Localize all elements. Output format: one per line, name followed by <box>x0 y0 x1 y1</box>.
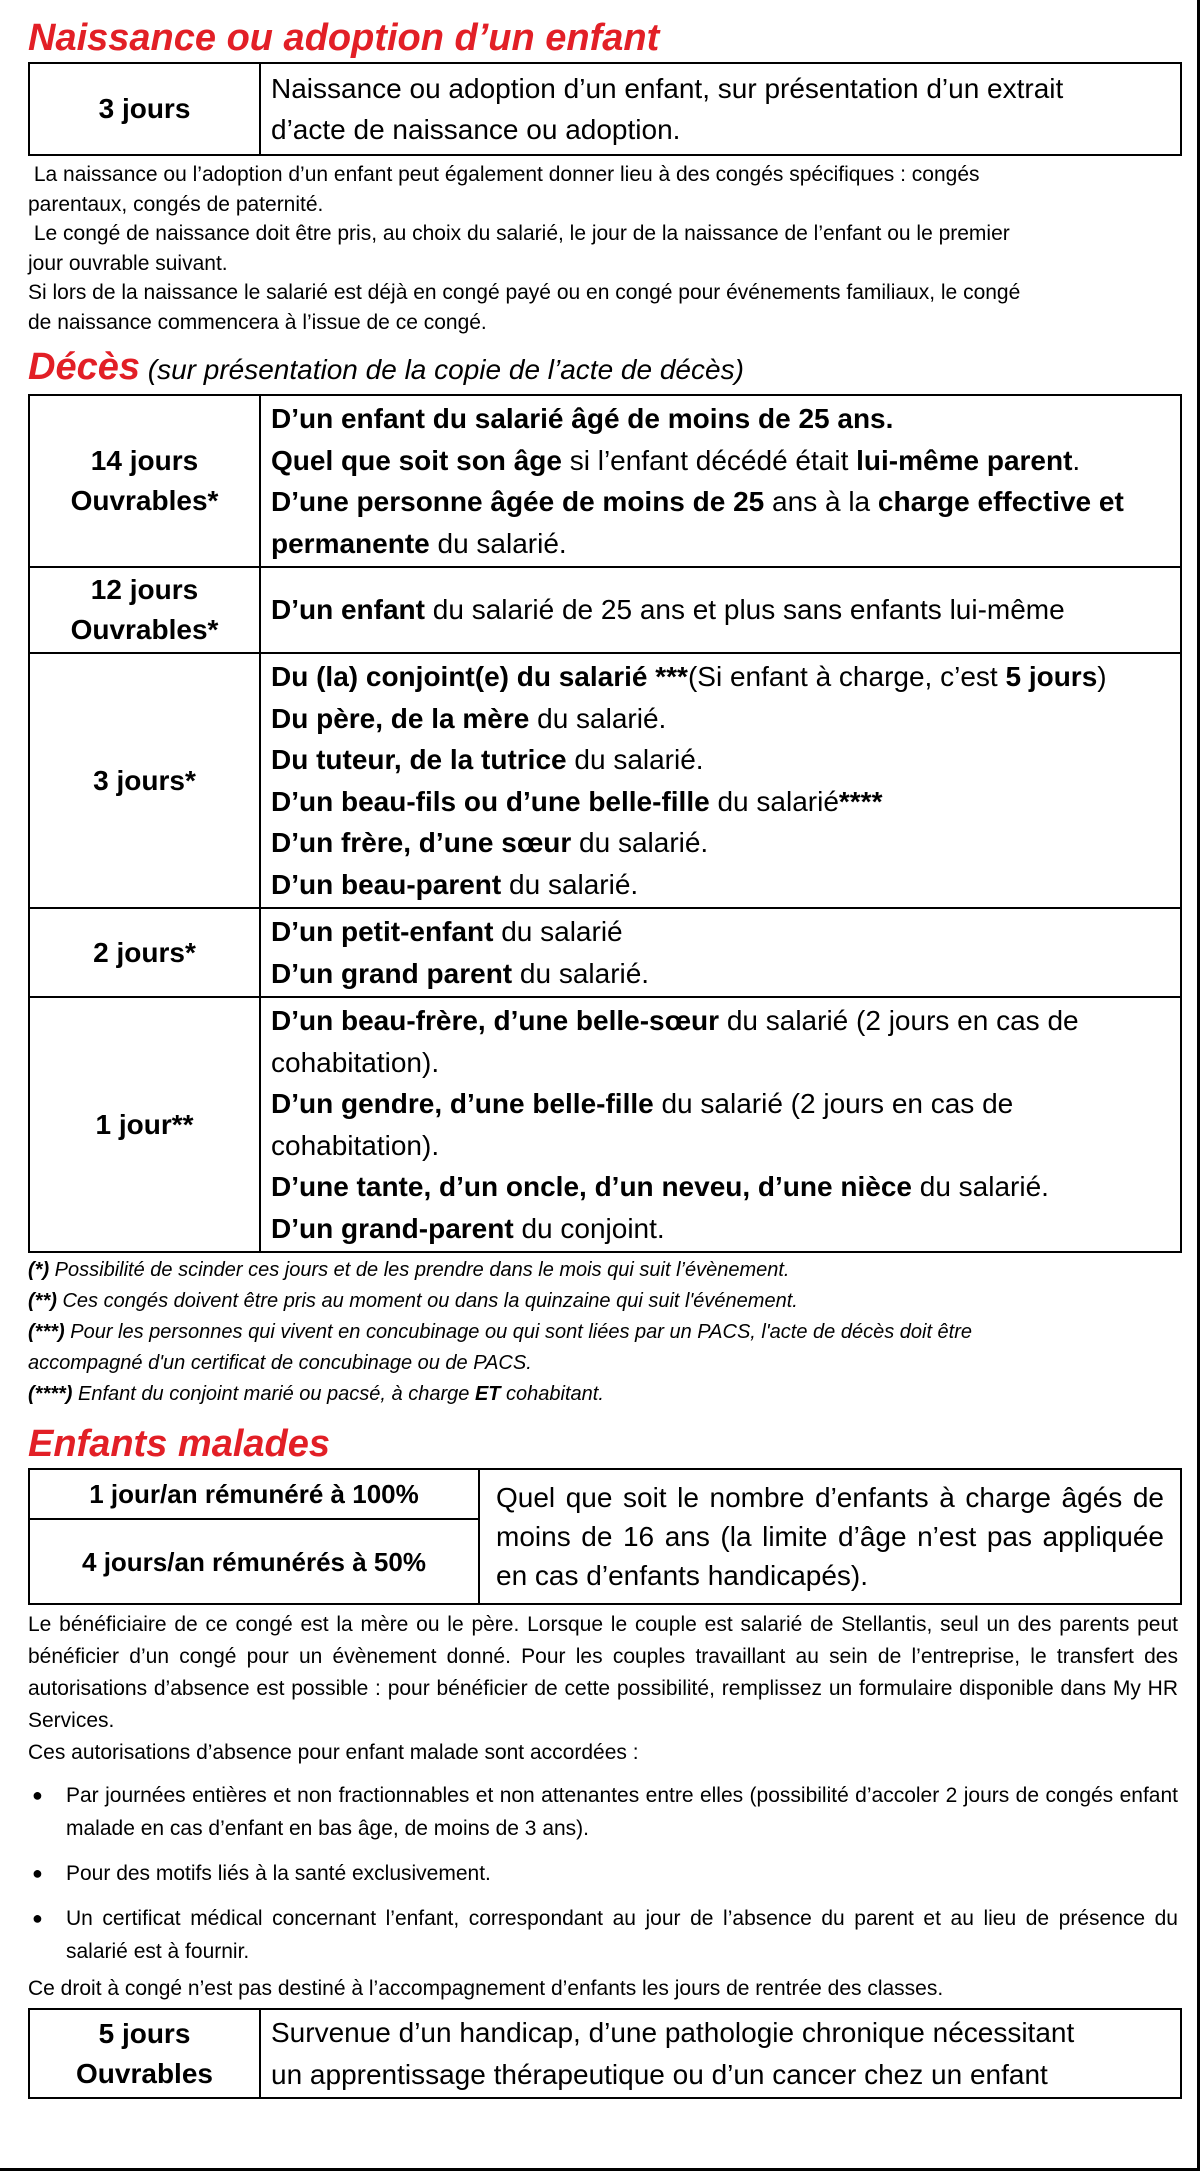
duration-cell: 1 jour** <box>29 997 260 1252</box>
plain-text: du salarié <box>493 916 623 947</box>
footnote <box>28 1379 1178 1410</box>
duration-line: 14 jours <box>90 445 199 476</box>
bold-text: Du père, de la mère <box>271 702 530 734</box>
text-line <box>271 822 1170 864</box>
bold-text: D’un grand parent <box>271 957 513 989</box>
malades-text <box>28 1609 1178 2004</box>
footnote-text: Possibilité de scinder ces jours et de les prendre dans le mois qui suit l’évènement. <box>49 1259 790 1281</box>
plain-text: du salarié (2 jours en cas de <box>719 1005 1079 1036</box>
plain-text: ) <box>1097 661 1107 692</box>
text-line <box>271 589 1170 631</box>
bold-text: D’une personne âgée de moins de 25 <box>271 486 765 517</box>
section-title-naissance: Naissance ou adoption d’un enfant <box>28 17 660 59</box>
paragraph-line: de naissance commencera à l’issue de ce congé. <box>28 310 487 334</box>
text-line <box>271 781 1170 823</box>
paragraph-line: Si lors de la naissance le salarié est déjà en congé payé ou en congé pour événements familiaux, le congé <box>28 281 1021 304</box>
bold-text: Du tuteur, de la tutrice <box>271 744 567 775</box>
bold-text: 5 jours <box>1005 661 1098 692</box>
bold-text: D’un gendre, d’une belle-fille <box>271 1088 654 1119</box>
bold-text: charge effective et <box>877 486 1124 517</box>
footnote <box>28 1317 1178 1348</box>
duration-cell <box>29 567 260 653</box>
list-item: ● Pour des motifs liés à la santé exclusivement. <box>28 1857 1178 1890</box>
footnote-emphasis: ET <box>474 1383 501 1405</box>
plain-text: du salarié <box>709 785 839 817</box>
duration-line: 5 jours <box>98 2017 191 2049</box>
paragraph-line: parentaux, congés de paternité. <box>28 192 324 216</box>
bold-text: D’un beau-frère, d’une belle-sœur <box>271 1005 720 1036</box>
bold-text: D’un grand-parent <box>271 1212 514 1244</box>
table-row <box>29 395 1181 567</box>
footnote <box>28 1255 1178 1286</box>
plain-text: du salarié de 25 ans et plus sans enfants lui-même <box>425 594 1065 626</box>
description-cell <box>260 2009 1181 2098</box>
duration-line: Ouvrables <box>76 2057 213 2089</box>
plain-text: du salarié. <box>911 1171 1049 1202</box>
deces-subtitle: (sur présentation de la copie de l’acte de décès) <box>139 354 744 385</box>
plain-text: du conjoint. <box>513 1212 665 1244</box>
plain-text: du salarié. <box>512 957 650 989</box>
duration-line: Ouvrables* <box>70 614 219 645</box>
bold-text: D’un petit-enfant <box>271 916 494 947</box>
plain-text: du salarié. <box>566 744 704 775</box>
duration-cell: 4 jours/an rémunérés à 50% <box>29 1519 479 1604</box>
footnote-continuation: accompagné d'un certificat de concubinage ou de PACS. <box>28 1352 532 1374</box>
paragraph: Ce droit à congé n’est pas destiné à l’accompagnement d’enfants les jours de rentrée des classes. <box>28 1977 944 2000</box>
text-line: un apprentissage thérapeutique ou d’un cancer chez un enfant <box>271 2058 1048 2090</box>
bold-text: lui-même parent <box>856 444 1073 476</box>
deces-table <box>28 394 1182 1253</box>
text-line <box>271 523 1170 565</box>
text-line <box>271 398 1170 440</box>
handicap-table <box>28 2008 1182 2099</box>
table-row <box>29 63 1181 155</box>
paragraph-line: La naissance ou l’adoption d’un enfant peut également donner lieu à des congés spécifiques : congés <box>28 163 980 186</box>
description-cell: Quel que soit le nombre d’enfants à charge âgés de moins de 16 ans (la limite d’âge n’est pas appliquée en cas d’enfants handicapés). <box>479 1469 1181 1604</box>
duration-line: 12 jours <box>90 574 199 605</box>
description-cell <box>260 63 1181 155</box>
paragraph: Le bénéficiaire de ce congé est la mère ou le père. Lorsque le couple est salarié de Stellantis, seul un des parents peut bénéficier d’un congé pour un évènement donné. Pour les couples travaillant au sein de l’entreprise, le transfert des autorisations d’absence est possible : pour bénéficier de cette possibilité, remplissez un formulaire disponible dans My HR Services. <box>28 1613 1178 1732</box>
text-line <box>271 698 1170 740</box>
text-line <box>271 481 1170 523</box>
table-row <box>29 2009 1181 2098</box>
table-row <box>29 653 1181 908</box>
plain-text: si l’enfant décédé était <box>561 444 857 476</box>
bold-text: D’un beau-parent <box>271 868 502 900</box>
plain-text: du salarié. <box>501 868 639 900</box>
section-title-malades: Enfants malades <box>28 1423 330 1465</box>
table-row <box>29 1469 1181 1519</box>
bold-text: D’un enfant <box>271 594 425 626</box>
duration-line: Ouvrables* <box>70 485 219 516</box>
text-line <box>271 911 1170 953</box>
plain-text: . <box>1072 444 1081 476</box>
plain-text: (Si enfant à charge, c’est <box>687 661 1006 692</box>
text-line <box>271 739 1170 781</box>
bullet-list <box>28 1779 1178 1968</box>
text-line: cohabitation). <box>271 1046 440 1078</box>
footnote-text: Pour les personnes qui vivent en concubinage ou qui sont liées par un PACS, l'acte de décès doit être <box>64 1321 973 1343</box>
bold-text: Quel que soit son âge <box>271 444 562 476</box>
footnote-marker: (****) <box>28 1383 73 1405</box>
plain-text: du salarié (2 jours en cas de <box>653 1088 1014 1119</box>
list-item: ● Un certificat médical concernant l’enfant, correspondant au jour de l’absence du parent et au lieu de présence du salarié est à fournir. <box>28 1902 1178 1968</box>
duration-cell: 3 jours <box>29 63 260 155</box>
bold-text: D’un frère, d’une sœur <box>271 827 572 858</box>
plain-text: du salarié. <box>429 527 567 559</box>
duration-cell <box>29 395 260 567</box>
deces-title: Décès <box>28 346 140 388</box>
footnote-text: Ces congés doivent être pris au moment ou dans la quinzaine qui suit l'événement. <box>56 1290 798 1312</box>
bold-text: **** <box>838 785 883 817</box>
text-line <box>271 864 1170 906</box>
text-line <box>271 1000 1170 1042</box>
footnote-text: cohabitant. <box>500 1383 604 1405</box>
text-line: cohabitation). <box>271 1129 440 1161</box>
text-line <box>271 1166 1170 1208</box>
footnote <box>28 1286 1178 1317</box>
table-row <box>29 567 1181 653</box>
plain-text: du salarié. <box>571 827 709 858</box>
description-cell <box>260 567 1181 653</box>
plain-text: du salarié. <box>529 702 667 734</box>
paragraph: Ces autorisations d’absence pour enfant malade sont accordées : <box>28 1741 639 1764</box>
description-cell <box>260 653 1181 908</box>
deces-footnotes <box>28 1255 1178 1410</box>
duration-cell <box>29 2009 260 2098</box>
table-row <box>29 997 1181 1252</box>
text-line <box>271 953 1170 995</box>
duration-cell: 1 jour/an rémunéré à 100% <box>29 1469 479 1519</box>
text-line: Survenue d’un handicap, d’une pathologie chronique nécessitant <box>271 2017 1075 2048</box>
description-cell <box>260 395 1181 567</box>
bold-text: permanente <box>271 527 430 559</box>
paragraph-line: Le congé de naissance doit être pris, au choix du salarié, le jour de la naissance de l’enfant ou le premier <box>28 222 1010 245</box>
duration-cell: 3 jours* <box>29 653 260 908</box>
table-row <box>29 908 1181 997</box>
plain-text: ans à la <box>764 486 878 517</box>
footnote-text: Enfant du conjoint marié ou pacsé, à charge <box>72 1383 475 1405</box>
bold-text: D’une tante, d’un oncle, d’un neveu, d’une nièce <box>271 1171 912 1202</box>
bold-text: D’un enfant du salarié âgé de moins de 25 ans. <box>271 403 894 434</box>
bold-text: Du (la) conjoint(e) du salarié *** <box>271 661 688 692</box>
footnote-marker: (***) <box>28 1321 65 1343</box>
footnote-marker: (*) <box>28 1259 50 1281</box>
paragraph-line: jour ouvrable suivant. <box>28 251 228 275</box>
duration-cell: 2 jours* <box>29 908 260 997</box>
text-line: d’acte de naissance ou adoption. <box>271 114 681 145</box>
bold-text: D’un beau-fils ou d’une belle-fille <box>271 785 710 817</box>
text-line <box>271 1083 1170 1125</box>
naissance-table <box>28 62 1182 156</box>
section-title-deces <box>28 343 1178 394</box>
text-line <box>271 656 1170 698</box>
description-cell <box>260 997 1181 1252</box>
text-line <box>271 1208 1170 1250</box>
naissance-paragraphs <box>28 160 1178 337</box>
list-item: ● Par journées entières et non fractionnables et non attenantes entre elles (possibilité d’accoler 2 jours de congés enfant malade en cas d’enfant en bas âge, de moins de 3 ans). <box>28 1779 1178 1845</box>
malades-table <box>28 1468 1182 1605</box>
text-line: Naissance ou adoption d’un enfant, sur présentation d’un extrait <box>271 72 1064 104</box>
text-line <box>271 440 1170 482</box>
description-cell <box>260 908 1181 997</box>
footnote-marker: (**) <box>28 1290 57 1312</box>
